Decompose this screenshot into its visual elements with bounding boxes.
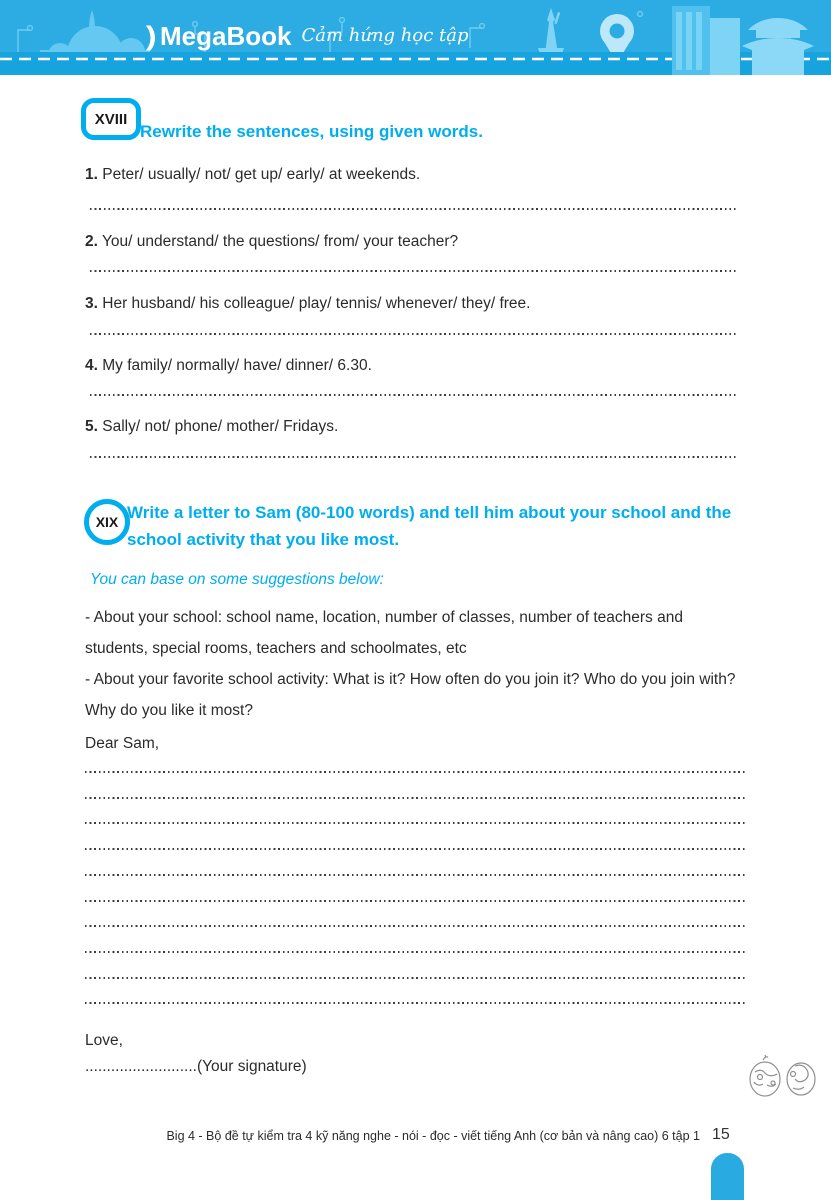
letter-answer-lines: [85, 771, 747, 1011]
footer-book-title: Big 4 - Bộ đề tự kiểm tra 4 kỹ năng nghe - nói - đọc - viết tiếng Anh (cơ bản và nâng cao) 6 tập 1: [166, 1129, 700, 1143]
exercise-sentence: [85, 355, 755, 377]
answer-line: [90, 208, 737, 210]
logo-text: MegaBook: [160, 21, 292, 51]
answer-line: [85, 771, 747, 773]
answer-line: [85, 951, 747, 953]
answer-line: [90, 270, 737, 272]
globe-doodle-icons: [747, 1052, 819, 1098]
sentence-number: 3.: [85, 295, 98, 312]
section-title-xviii: Rewrite the sentences, using given words.: [140, 122, 483, 141]
signature-line: ..........................(Your signature): [85, 1058, 307, 1075]
sentence-text: Her husband/ his colleague/ play/ tennis/ whenever/ they/ free.: [102, 295, 531, 312]
sentence-number: 1.: [85, 166, 98, 183]
sentence-number: 2.: [85, 233, 98, 250]
sentence-text: Peter/ usually/ not/ get up/ early/ at weekends.: [102, 166, 421, 183]
exercise-sentence: [85, 416, 755, 438]
answer-line: [90, 456, 737, 458]
answer-line: [85, 900, 747, 902]
suggestion-hint: You can base on some suggestions below:: [90, 571, 384, 588]
answer-line: [85, 797, 747, 799]
footer-page-number: 15: [712, 1126, 730, 1143]
answer-line: [85, 848, 747, 850]
exercise-sentence: [85, 231, 755, 253]
section-badge-xviii: XVIII: [81, 98, 141, 140]
exercise-sentence: [85, 293, 755, 315]
corner-tab: [711, 1153, 744, 1200]
letter-salutation: Dear Sam,: [85, 735, 160, 752]
sentence-number: 5.: [85, 418, 98, 435]
megabook-logo: [146, 16, 469, 56]
answer-line: [90, 394, 737, 396]
suggestion-paragraph: - About your school: school name, location, number of classes, number of teachers and students, special rooms, teachers and schoolmates, etc: [85, 609, 683, 657]
suggestion-paragraph: - About your favorite school activity: What is it? How often do you join it? Who do you join with? Why do you like it most?: [85, 671, 736, 719]
page-header: [0, 0, 831, 75]
answer-line: [85, 1002, 747, 1004]
answer-line: [85, 874, 747, 876]
sentence-text: My family/ normally/ have/ dinner/ 6.30.: [102, 357, 372, 374]
answer-line: [85, 822, 747, 824]
letter-closing: Love,: [85, 1032, 123, 1049]
answer-line: [85, 977, 747, 979]
answer-line: [85, 925, 747, 927]
section-badge-xix: XIX: [84, 499, 130, 545]
section-title-xix: Write a letter to Sam (80-100 words) and tell him about your school and the school activity that you like most.: [127, 503, 732, 549]
sentence-number: 4.: [85, 357, 98, 374]
exercise-sentence: [85, 164, 755, 186]
logo-tagline: Cảm hứng học tập: [301, 25, 469, 46]
sentence-text: Sally/ not/ phone/ mother/ Fridays.: [102, 418, 339, 435]
sentence-text: You/ understand/ the questions/ from/ your teacher?: [101, 233, 459, 250]
answer-line: [90, 333, 737, 335]
